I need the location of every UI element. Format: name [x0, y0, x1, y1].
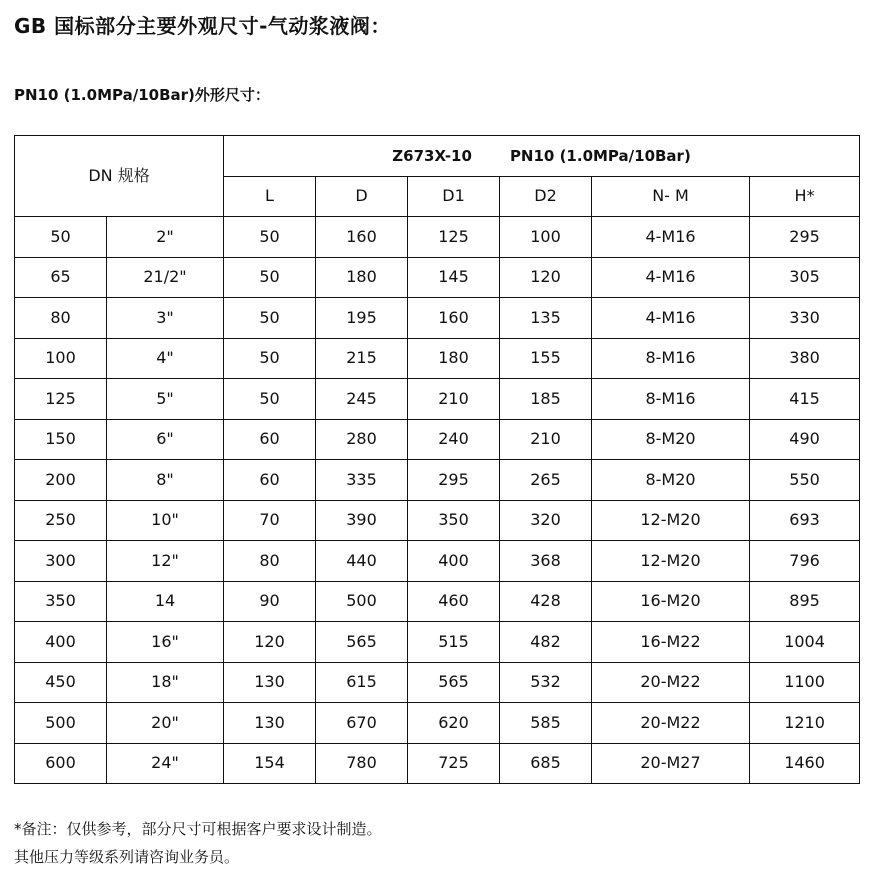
cell-nm: 16-M22 — [592, 622, 750, 663]
cell-d1: 620 — [408, 703, 500, 744]
dn-spec-header: DN 规格 — [15, 136, 224, 217]
cell-d1: 210 — [408, 379, 500, 420]
cell-h: 330 — [750, 298, 860, 339]
section-subtitle: PN10 (1.0MPa/10Bar)外形尺寸： — [14, 86, 270, 104]
cell-dn: 80 — [15, 298, 107, 339]
cell-inch: 14 — [107, 581, 224, 622]
header-row-model — [15, 136, 860, 177]
cell-d1: 400 — [408, 541, 500, 582]
cell-d1: 125 — [408, 217, 500, 258]
cell-h: 305 — [750, 257, 860, 298]
cell-dn: 65 — [15, 257, 107, 298]
cell-inch: 10" — [107, 500, 224, 541]
cell-dn: 500 — [15, 703, 107, 744]
cell-inch: 5" — [107, 379, 224, 420]
cell-nm: 8-M20 — [592, 419, 750, 460]
cell-l: 60 — [224, 419, 316, 460]
cell-d: 440 — [316, 541, 408, 582]
cell-d2: 210 — [500, 419, 592, 460]
cell-inch: 6" — [107, 419, 224, 460]
cell-d: 215 — [316, 338, 408, 379]
cell-dn: 600 — [15, 743, 107, 784]
cell-d2: 428 — [500, 581, 592, 622]
table-row — [15, 743, 860, 784]
table-row — [15, 703, 860, 744]
table-row — [15, 500, 860, 541]
cell-nm: 4-M16 — [592, 217, 750, 258]
cell-d: 335 — [316, 460, 408, 501]
table-row — [15, 379, 860, 420]
cell-h: 380 — [750, 338, 860, 379]
remark-note: *备注：仅供参考，部分尺寸可根据客户要求设计制造。 — [14, 820, 382, 838]
cell-nm: 4-M16 — [592, 298, 750, 339]
cell-d2: 585 — [500, 703, 592, 744]
column-header-h: H* — [750, 176, 860, 217]
table-row — [15, 338, 860, 379]
table-row — [15, 460, 860, 501]
cell-inch: 16" — [107, 622, 224, 663]
cell-d2: 532 — [500, 662, 592, 703]
dimension-table — [14, 135, 860, 784]
cell-d2: 685 — [500, 743, 592, 784]
table-row — [15, 662, 860, 703]
table-row — [15, 257, 860, 298]
cell-d1: 350 — [408, 500, 500, 541]
cell-d2: 482 — [500, 622, 592, 663]
cell-l: 70 — [224, 500, 316, 541]
cell-l: 50 — [224, 379, 316, 420]
cell-d2: 368 — [500, 541, 592, 582]
cell-d: 280 — [316, 419, 408, 460]
cell-l: 154 — [224, 743, 316, 784]
cell-d: 780 — [316, 743, 408, 784]
cell-d2: 320 — [500, 500, 592, 541]
cell-d1: 160 — [408, 298, 500, 339]
cell-d1: 460 — [408, 581, 500, 622]
column-header-d: D — [316, 176, 408, 217]
contact-note: 其他压力等级系列请咨询业务员。 — [14, 848, 240, 866]
table-row — [15, 419, 860, 460]
cell-l: 80 — [224, 541, 316, 582]
cell-dn: 200 — [15, 460, 107, 501]
cell-d: 195 — [316, 298, 408, 339]
cell-nm: 12-M20 — [592, 541, 750, 582]
column-header-nm: N- M — [592, 176, 750, 217]
cell-d2: 135 — [500, 298, 592, 339]
cell-h: 1210 — [750, 703, 860, 744]
cell-d: 180 — [316, 257, 408, 298]
cell-nm: 8-M16 — [592, 338, 750, 379]
cell-l: 130 — [224, 662, 316, 703]
table-row — [15, 541, 860, 582]
cell-h: 796 — [750, 541, 860, 582]
cell-dn: 125 — [15, 379, 107, 420]
cell-l: 50 — [224, 217, 316, 258]
cell-dn: 100 — [15, 338, 107, 379]
cell-d1: 725 — [408, 743, 500, 784]
page-title: GB 国标部分主要外观尺寸-气动浆液阀： — [14, 14, 391, 38]
column-header-d1: D1 — [408, 176, 500, 217]
cell-nm: 20-M27 — [592, 743, 750, 784]
pressure-rating: PN10 (1.0MPa/10Bar) — [509, 146, 691, 165]
cell-l: 50 — [224, 257, 316, 298]
cell-nm: 4-M16 — [592, 257, 750, 298]
cell-dn: 250 — [15, 500, 107, 541]
cell-dn: 150 — [15, 419, 107, 460]
model-code: Z673X-10 — [392, 146, 472, 165]
cell-inch: 18" — [107, 662, 224, 703]
cell-inch: 3" — [107, 298, 224, 339]
cell-d: 670 — [316, 703, 408, 744]
cell-inch: 2" — [107, 217, 224, 258]
cell-d: 615 — [316, 662, 408, 703]
cell-d: 245 — [316, 379, 408, 420]
cell-l: 120 — [224, 622, 316, 663]
cell-d2: 100 — [500, 217, 592, 258]
cell-h: 295 — [750, 217, 860, 258]
cell-d1: 515 — [408, 622, 500, 663]
cell-d1: 295 — [408, 460, 500, 501]
cell-d: 565 — [316, 622, 408, 663]
table-row — [15, 298, 860, 339]
cell-d2: 265 — [500, 460, 592, 501]
cell-d1: 565 — [408, 662, 500, 703]
table-row — [15, 622, 860, 663]
table-row — [15, 217, 860, 258]
column-header-d2: D2 — [500, 176, 592, 217]
table-row — [15, 581, 860, 622]
cell-l: 130 — [224, 703, 316, 744]
cell-d2: 185 — [500, 379, 592, 420]
column-header-l: L — [224, 176, 316, 217]
cell-nm: 12-M20 — [592, 500, 750, 541]
cell-l: 50 — [224, 338, 316, 379]
cell-inch: 21/2" — [107, 257, 224, 298]
cell-dn: 350 — [15, 581, 107, 622]
cell-d2: 120 — [500, 257, 592, 298]
cell-h: 895 — [750, 581, 860, 622]
cell-nm: 8-M20 — [592, 460, 750, 501]
cell-d2: 155 — [500, 338, 592, 379]
cell-d: 500 — [316, 581, 408, 622]
cell-inch: 8" — [107, 460, 224, 501]
cell-h: 415 — [750, 379, 860, 420]
cell-inch: 24" — [107, 743, 224, 784]
cell-h: 1100 — [750, 662, 860, 703]
cell-inch: 12" — [107, 541, 224, 582]
cell-h: 550 — [750, 460, 860, 501]
cell-dn: 300 — [15, 541, 107, 582]
cell-inch: 4" — [107, 338, 224, 379]
cell-dn: 450 — [15, 662, 107, 703]
cell-inch: 20" — [107, 703, 224, 744]
cell-h: 490 — [750, 419, 860, 460]
cell-l: 90 — [224, 581, 316, 622]
cell-h: 1004 — [750, 622, 860, 663]
cell-h: 693 — [750, 500, 860, 541]
cell-l: 50 — [224, 298, 316, 339]
model-header — [224, 136, 860, 177]
cell-h: 1460 — [750, 743, 860, 784]
cell-l: 60 — [224, 460, 316, 501]
cell-d1: 240 — [408, 419, 500, 460]
cell-d1: 180 — [408, 338, 500, 379]
cell-dn: 50 — [15, 217, 107, 258]
cell-dn: 400 — [15, 622, 107, 663]
cell-nm: 16-M20 — [592, 581, 750, 622]
table-body — [15, 136, 860, 784]
cell-nm: 20-M22 — [592, 662, 750, 703]
cell-d: 160 — [316, 217, 408, 258]
cell-nm: 8-M16 — [592, 379, 750, 420]
cell-d: 390 — [316, 500, 408, 541]
cell-nm: 20-M22 — [592, 703, 750, 744]
cell-d1: 145 — [408, 257, 500, 298]
